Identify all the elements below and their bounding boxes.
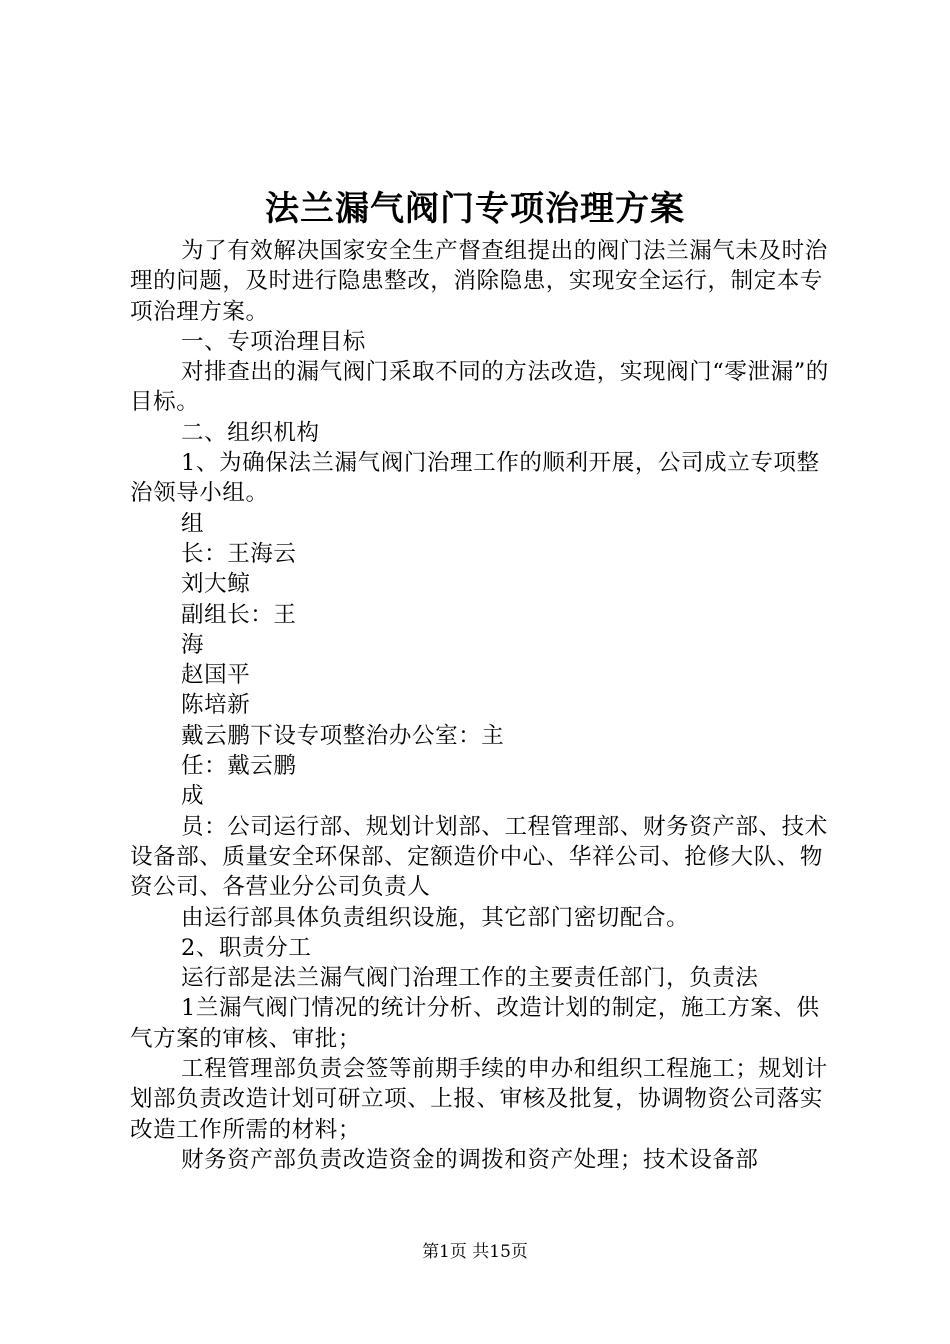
- paragraph-duty-engineering: 工程管理部负责会签等前期手续的申办和组织工程施工；规划计划部负责改造计划可研立项、上报、审核及批复，协调物资公司落实改造工作所需的材料；: [130, 1056, 828, 1143]
- document-body: [130, 236, 830, 1175]
- member-line: 刘大鲸: [181, 571, 251, 598]
- section-heading-duties: 2、职责分工: [181, 934, 312, 961]
- member-line: 陈培新: [181, 692, 251, 719]
- paragraph-goal: 对排查出的漏气阀门采取不同的方法改造，实现阀门“零泄漏”的目标。: [130, 359, 829, 416]
- page-footer: 第1页 共15页: [422, 1242, 528, 1262]
- paragraph-intro: 为了有效解决国家安全生产督查组提出的阀门法兰漏气未及时治理的问题，及时进行隐患整改，消除隐患，实现安全运行，制定本专项治理方案。: [130, 238, 828, 325]
- member-line: 副组长：王: [181, 601, 297, 628]
- paragraph-duty-operations-cont: 1兰漏气阀门情况的统计分析、改造计划的制定，施工方案、供气方案的审核、审批；: [130, 995, 820, 1052]
- member-line: 赵国平: [181, 662, 251, 689]
- paragraph-duty-finance: 财务资产部负责改造资金的调拨和资产处理；技术设备部: [181, 1146, 759, 1173]
- paragraph-organization: 1、为确保法兰漏气阀门治理工作的顺利开展，公司成立专项整治领导小组。: [130, 450, 820, 507]
- member-line: 组: [181, 510, 205, 537]
- member-line: 成: [181, 783, 205, 810]
- member-line: 戴云鹏下设专项整治办公室：主: [181, 722, 505, 749]
- section-heading-organization: 二、组织机构: [181, 419, 320, 446]
- member-line: 长：王海云: [181, 540, 297, 567]
- paragraph-members: 员：公司运行部、规划计划部、工程管理部、财务资产部、技术设备部、质量安全环保部、定额造价中心、华祥公司、抢修大队、物资公司、各营业分公司负责人: [130, 813, 828, 901]
- section-heading-goal: 一、专项治理目标: [181, 328, 366, 355]
- paragraph-duty-operations: 运行部是法兰漏气阀门治理工作的主要责任部门，负责法: [181, 965, 759, 992]
- member-line: 任：戴云鹏: [181, 753, 297, 780]
- member-line: 海: [181, 631, 205, 658]
- paragraph-responsibility: 由运行部具体负责组织设施，其它部门密切配合。: [181, 904, 690, 931]
- document-title: 法兰漏气阀门专项治理方案: [265, 189, 685, 229]
